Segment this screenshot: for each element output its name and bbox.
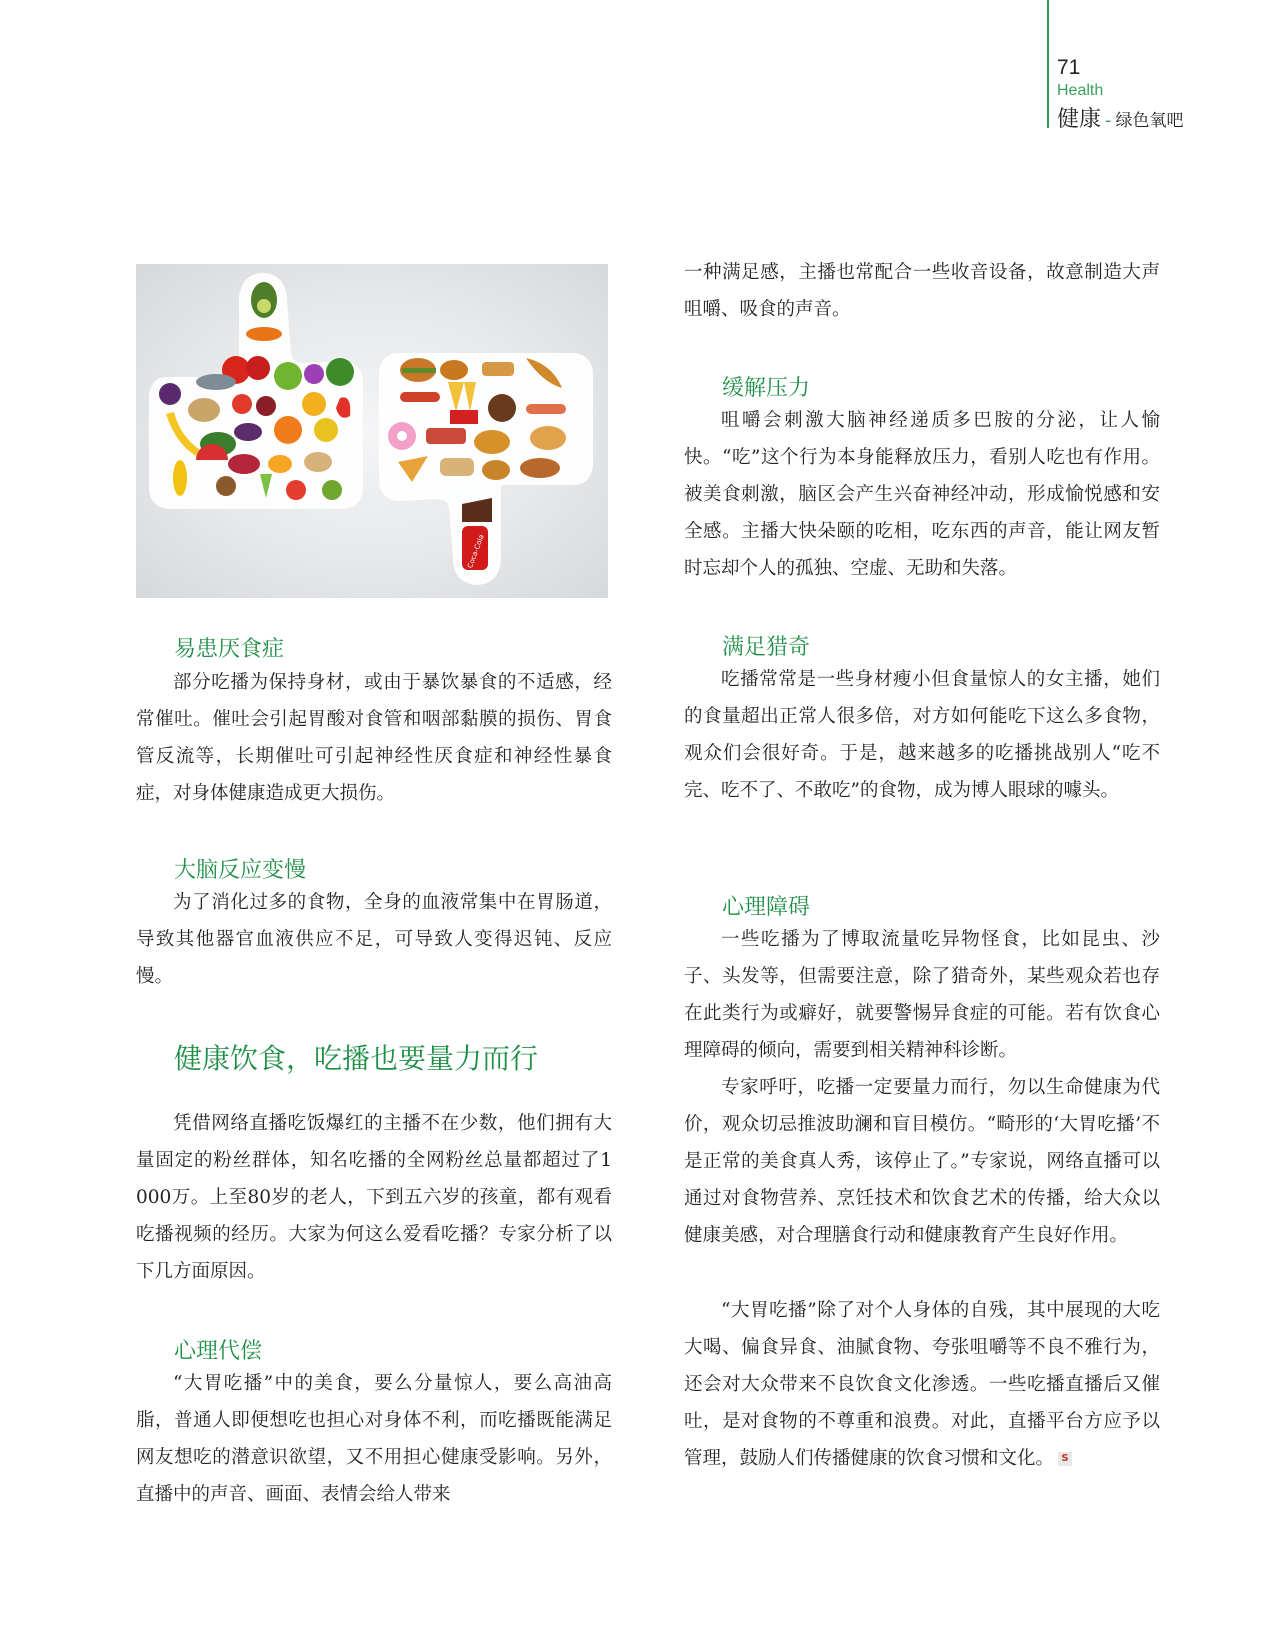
end-mark-icon: S: [1058, 1452, 1072, 1466]
header-divider: [1047, 0, 1049, 128]
food-comparison-figure: [136, 264, 608, 598]
section-heading-main: 健康饮食，吃播也要量力而行: [174, 1042, 539, 1075]
section-name: 健康: [1057, 107, 1102, 132]
paragraph-stress: 咀嚼会刺激大脑神经递质多巴胺的分泌，让人愉快。“吃”这个行为本身能释放压力，看别人吃也有作用。被美食刺激，脑区会产生兴奋神经冲动，形成愉悦感和安全感。主播大快朵颐的吃相，吃东西的声音，能让网友暂时忘却个人的孤独、空虚、无助和失落。: [684, 410, 1160, 579]
paragraph-brain: 为了消化过多的食物，全身的血液常集中在胃肠道，导致其他器官血液供应不足，可导致人变得迟钝、反应慢。: [136, 892, 612, 987]
cola-can-label: Coca-Cola: [466, 533, 486, 570]
paragraph-continued: 一种满足感，主播也常配合一些收音设备，故意制造大声咀嚼、吸食的声音。: [684, 262, 1160, 320]
thumbs-illustration: [136, 264, 608, 598]
heading-stress: 缓解压力: [722, 376, 811, 401]
paragraph-anorexia: 部分吃播为保持身材，或由于暴饮暴食的不适感，经常催吐。催吐会引起胃酸对食管和咽部黏膜的损伤、胃食管反流等，长期催吐可引起神经性厌食症和神经性暴食症，对身体健康造成更大损伤。: [136, 672, 612, 804]
page-number: 71: [1057, 56, 1081, 79]
heading-curious: 满足猎奇: [722, 635, 811, 660]
paragraph-intro: 凭借网络直播吃饭爆红的主播不在少数，他们拥有大量固定的粉丝群体，知名吃播的全网粉丝总量都超过了1 000万。上至80岁的老人，下到五六岁的孩童，都有观看吃播视频的经历。大家为何这么爱看吃播？专家分析了以下几方面原因。: [136, 1113, 612, 1282]
section-title-en: Health: [1057, 82, 1104, 99]
paragraph-compensate: “大胃吃播”中的美食，要么分量惊人，要么高油高脂，普通人即便想吃也担心对身体不利，而吃播既能满足网友想吃的潜意识欲望，又不用担心健康受影响。另外，直播中的声音、画面、表情会给人带来: [136, 1373, 612, 1505]
section-title-cn: [1057, 102, 1184, 133]
heading-compensate: 心理代偿: [174, 1339, 263, 1364]
section-separator: -: [1105, 110, 1112, 131]
paragraph-end-text: “大胃吃播”除了对个人身体的自残，其中展现的大吃大喝、偏食异食、油腻食物、夸张咀嚼等不良不雅行为，还会对大众带来不良饮食文化渗透。一些吃播直播后又催吐，是对食物的不尊重和浪费。对此，直播平台方应予以管理，鼓励人们传播健康的饮食习惯和文化。: [684, 1300, 1160, 1469]
paragraph-curious: 吃播常常是一些身材瘦小但食量惊人的女主播，她们的食量超出正常人很多倍，对方如何能吃下这么多食物，观众们会很好奇。于是，越来越多的吃播挑战别人“吃不完、吃不了、不敢吃”的食物，成为博人眼球的噱头。: [684, 669, 1160, 801]
paragraph-end: [684, 1292, 1160, 1477]
section-subtitle: 绿色氧吧: [1115, 111, 1184, 131]
heading-anorexia: 易患厌食症: [174, 637, 285, 662]
paragraph-expert: 专家呼吁，吃播一定要量力而行，勿以生命健康为代价，观众切忌推波助澜和盲目模仿。“畸形的‘大胃吃播’不是正常的美食真人秀，该停止了。”专家说，网络直播可以通过对食物营养、烹饪技术和饮食艺术的传播，给大众以健康美感，对合理膳食行动和健康教育产生良好作用。: [684, 1077, 1160, 1246]
paragraph-barrier: 一些吃播为了博取流量吃异物怪食，比如昆虫、沙子、头发等，但需要注意，除了猎奇外，某些观众若也存在此类行为或癖好，就要警惕异食症的可能。若有饮食心理障碍的倾向，需要到相关精神科诊断。: [684, 929, 1160, 1061]
heading-barrier: 心理障碍: [722, 895, 811, 920]
heading-brain: 大脑反应变慢: [174, 858, 307, 883]
